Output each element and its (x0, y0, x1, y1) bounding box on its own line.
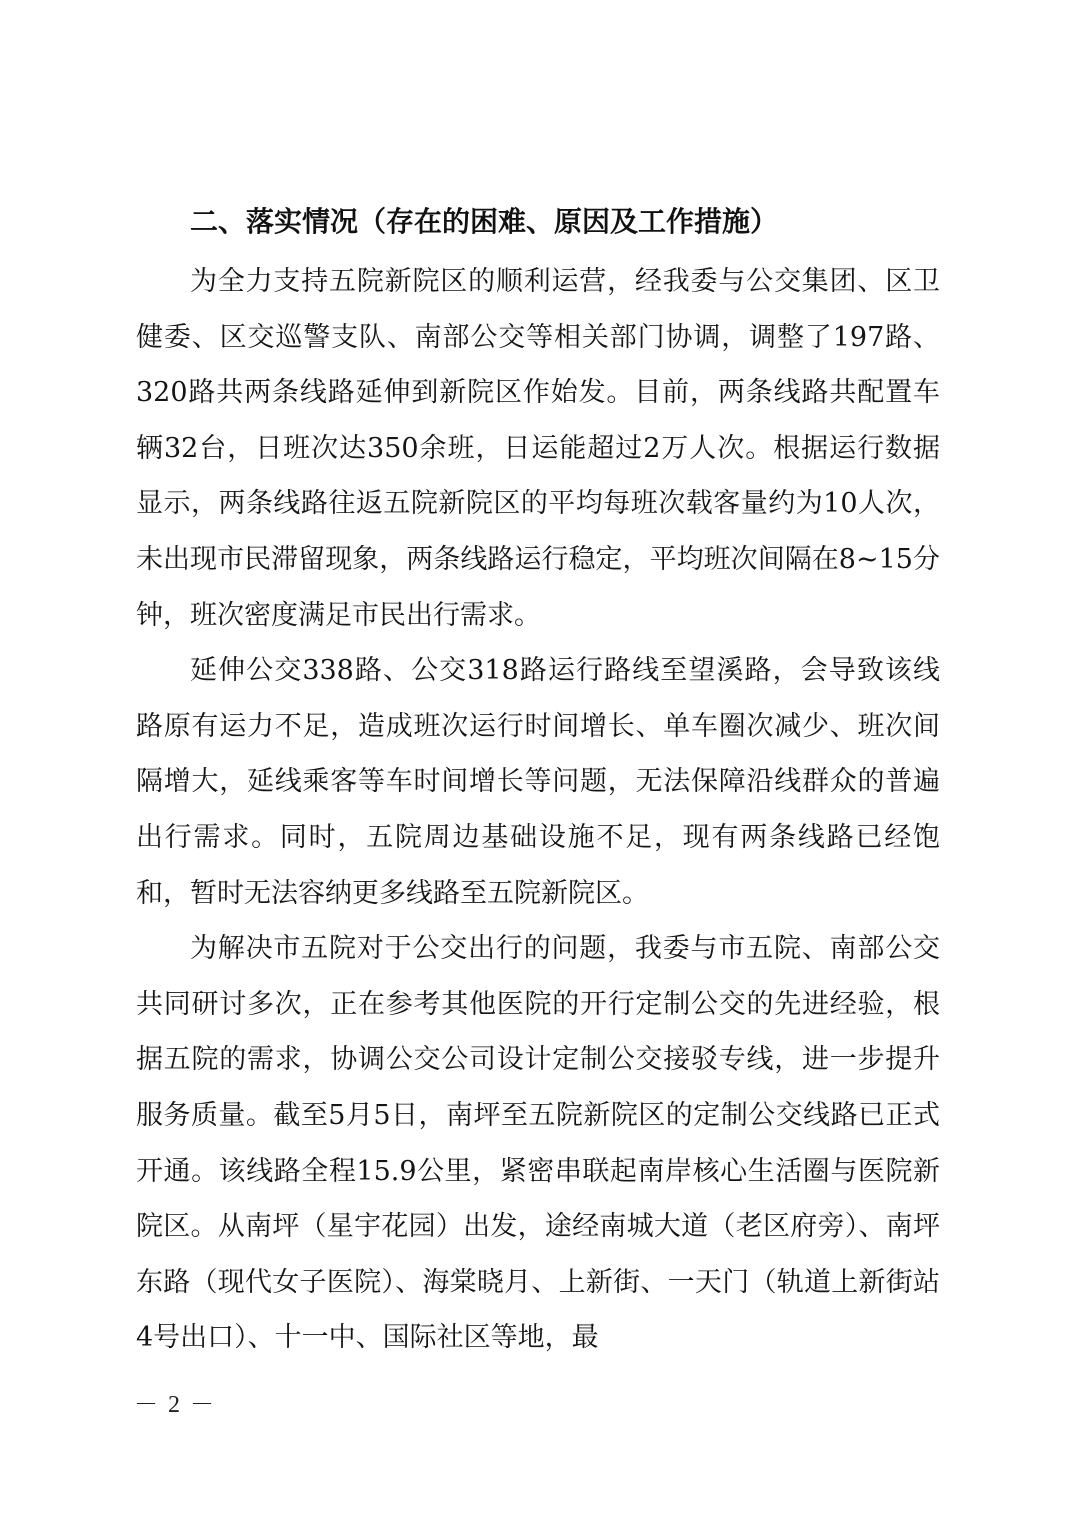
body-text (136, 254, 940, 1366)
paragraph-3: 为解决市五院对于公交出行的问题，我委与市五院、南部公交共同研讨多次，正在参考其他医院的开行定制公交的先进经验，根据五院的需求，协调公交公司设计定制公交接驳专线，进一步提升服务质量。截至5月5日，南坪至五院新院区的定制公交线路已正式开通。该线路全程15.9公里，紧密串联起南岸核心生活圈与医院新院区。从南坪（星宇花园）出发，途经南城大道（老区府旁）、南坪东路（现代女子医院）、海棠晓月、上新街、一天门（轨道上新街站4号出口）、十一中、国际社区等地，最 (136, 933, 940, 1354)
paragraph-2: 延伸公交338路、公交318路运行路线至望溪路，会导致该线路原有运力不足，造成班次运行时间增长、单车圈次减少、班次间隔增大，延线乘客等车时间增长等问题，无法保障沿线群众的普遍出行需求。同时，五院周边基础设施不足，现有两条线路已经饱和，暂时无法容纳更多线路至五院新院区。 (136, 655, 940, 909)
section-heading: 二、落实情况（存在的困难、原因及工作措施） (190, 205, 779, 238)
page-number: － 2 － (134, 1392, 216, 1418)
paragraph-1: 为全力支持五院新院区的顺利运营，经我委与公交集团、区卫健委、区交巡警支队、南部公交等相关部门协调，调整了197路、320路共两条线路延伸到新院区作始发。目前，两条线路共配置车辆32台，日班次达350余班，日运能超过2万人次。根据运行数据显示，两条线路往返五院新院区的平均每班次载客量约为10人次，未出现市民滞留现象，两条线路运行稳定，平均班次间隔在8~15分钟，班次密度满足市民出行需求。 (136, 266, 940, 631)
